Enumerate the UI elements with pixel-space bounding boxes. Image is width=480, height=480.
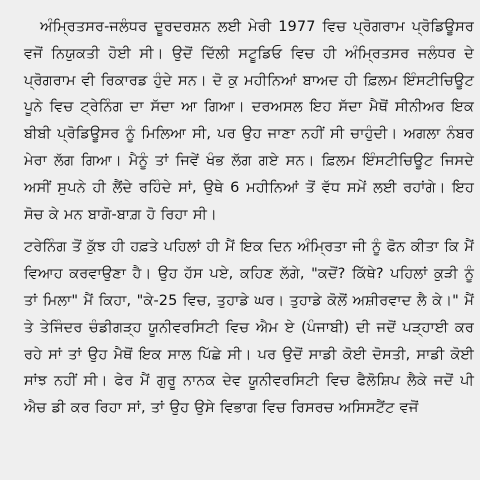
paragraph-2: ਟਰੇਨਿੰਗ ਤੋਂ ਕੁੱਝ ਹੀ ਹਫ਼ਤੇ ਪਹਿਲਾਂ ਹੀ ਮੈਂ ਇਕ ਦਿਨ ਅੰਮ੍ਰਿਤਾ ਜੀ ਨੂੰ ਫੋਨ ਕੀਤਾ ਕਿ ਮੈਂ ਵਿਆਹ ਕਰਵਾਉਣਾ ਹੈ। ਉਹ ਹੱਸ ਪਏ, ਕਹਿਣ ਲੱਗੇ, "ਕਦੋਂ? ਕਿੱਥੇ? ਪਹਿਲਾਂ ਕੁੜੀ ਨੂੰ ਤਾਂ ਮਿਲਾ" ਮੈਂ ਕਿਹਾ, "ਕੇ-25 ਵਿਚ, ਤੁਹਾਡੇ ਘਰ। ਤੁਹਾਡੇ ਕੋਲੋਂ ਅਸ਼ੀਰਵਾਦ ਲੈ ਕੇ।" ਮੈਂ ਤੇ ਤੇਜਿੰਦਰ ਚੰਡੀਗੜ੍ਹ ਯੂਨੀਵਰਸਿਟੀ ਵਿਚ ਐਮ ਏ (ਪੰਜਾਬੀ) ਦੀ ਜਦੋਂ ਪੜ੍ਹਾਈ ਕਰ ਰਹੇ ਸਾਂ ਤਾਂ ਉਹ ਮੈਥੋਂ ਇਕ ਸਾਲ ਪਿੱਛੇ ਸੀ। ਪਰ ਉਦੋਂ ਸਾਡੀ ਕੋਈ ਦੋਸਤੀ, ਸਾਡੀ ਕੋਈ ਸਾਂਝ ਨਹੀਂ ਸੀ। ਫੇਰ ਮੈਂ ਗੁਰੂ ਨਾਨਕ ਦੇਵ ਯੂਨੀਵਰਸਿਟੀ ਵਿਚ ਫੈਲੋਸ਼ਿਪ ਲੈਕੇ ਜਦੋਂ ਪੀ ਐਚ ਡੀ ਕਰ ਰਿਹਾ ਸਾਂ, ਤਾਂ ਉਹ ਉਸੇ ਵਿਭਾਗ ਵਿਚ ਰਿਸਰਚ ਅਸਿਸਟੈਂਟ ਵਜੋਂ: [24, 239, 474, 417]
paragraph-1: ਅੰਮ੍ਰਿਤਸਰ-ਜਲੰਧਰ ਦੂਰਦਰਸ਼ਨ ਲਈ ਮੇਰੀ 1977 ਵਿਚ ਪ੍ਰੋਗਰਾਮ ਪ੍ਰੋਡਿਊਸਰ ਵਜੋਂ ਨਿਯੁਕਤੀ ਹੋਈ ਸੀ। ਉਦੋਂ ਦਿੱਲੀ ਸਟੂਡਿਓ ਵਿਚ ਹੀ ਅੰਮ੍ਰਿਤਸਰ ਜਲੰਧਰ ਦੇ ਪ੍ਰੋਗਰਾਮ ਵੀ ਰਿਕਾਰਡ ਹੁੰਦੇ ਸਨ। ਦੋ ਕੁ ਮਹੀਨਿਆਂ ਬਾਅਦ ਹੀ ਫ਼ਿਲਮ ਇੰਸਟੀਚਿਊਟ ਪੂਨੇ ਵਿਚ ਟ੍ਰੇਨਿੰਗ ਦਾ ਸੱਦਾ ਆ ਗਿਆ। ਦਰਅਸਲ ਇਹ ਸੱਦਾ ਮੈਥੋਂ ਸੀਨੀਅਰ ਇਕ ਬੀਬੀ ਪ੍ਰੋਡਿਊਸਰ ਨੂੰ ਮਿਲਿਆ ਸੀ, ਪਰ ਉਹ ਜਾਣਾ ਨਹੀਂ ਸੀ ਚਾਹੁੰਦੀ। ਅਗਲਾ ਨੰਬਰ ਮੇਰਾ ਲੱਗ ਗਿਆ। ਮੈਨੂੰ ਤਾਂ ਜਿਵੇਂ ਖੰਭ ਲੱਗ ਗਏ ਸਨ। ਫ਼ਿਲਮ ਇੰਸਟੀਚਿਊਟ ਜਿਸਦੇ ਅਸੀਂ ਸੁਪਨੇ ਹੀ ਲੈਂਦੇ ਰਹਿੰਦੇ ਸਾਂ, ਉਥੇ 6 ਮਹੀਨਿਆਂ ਤੋਂ ਵੱਧ ਸਮੇਂ ਲਈ ਰਹਾਂਗੇ। ਇਹ ਸੋਚ ਕੇ ਮਨ ਬਾਗੋ-ਬਾਗ਼ ਹੋ ਰਿਹਾ ਸੀ।: [24, 19, 474, 223]
